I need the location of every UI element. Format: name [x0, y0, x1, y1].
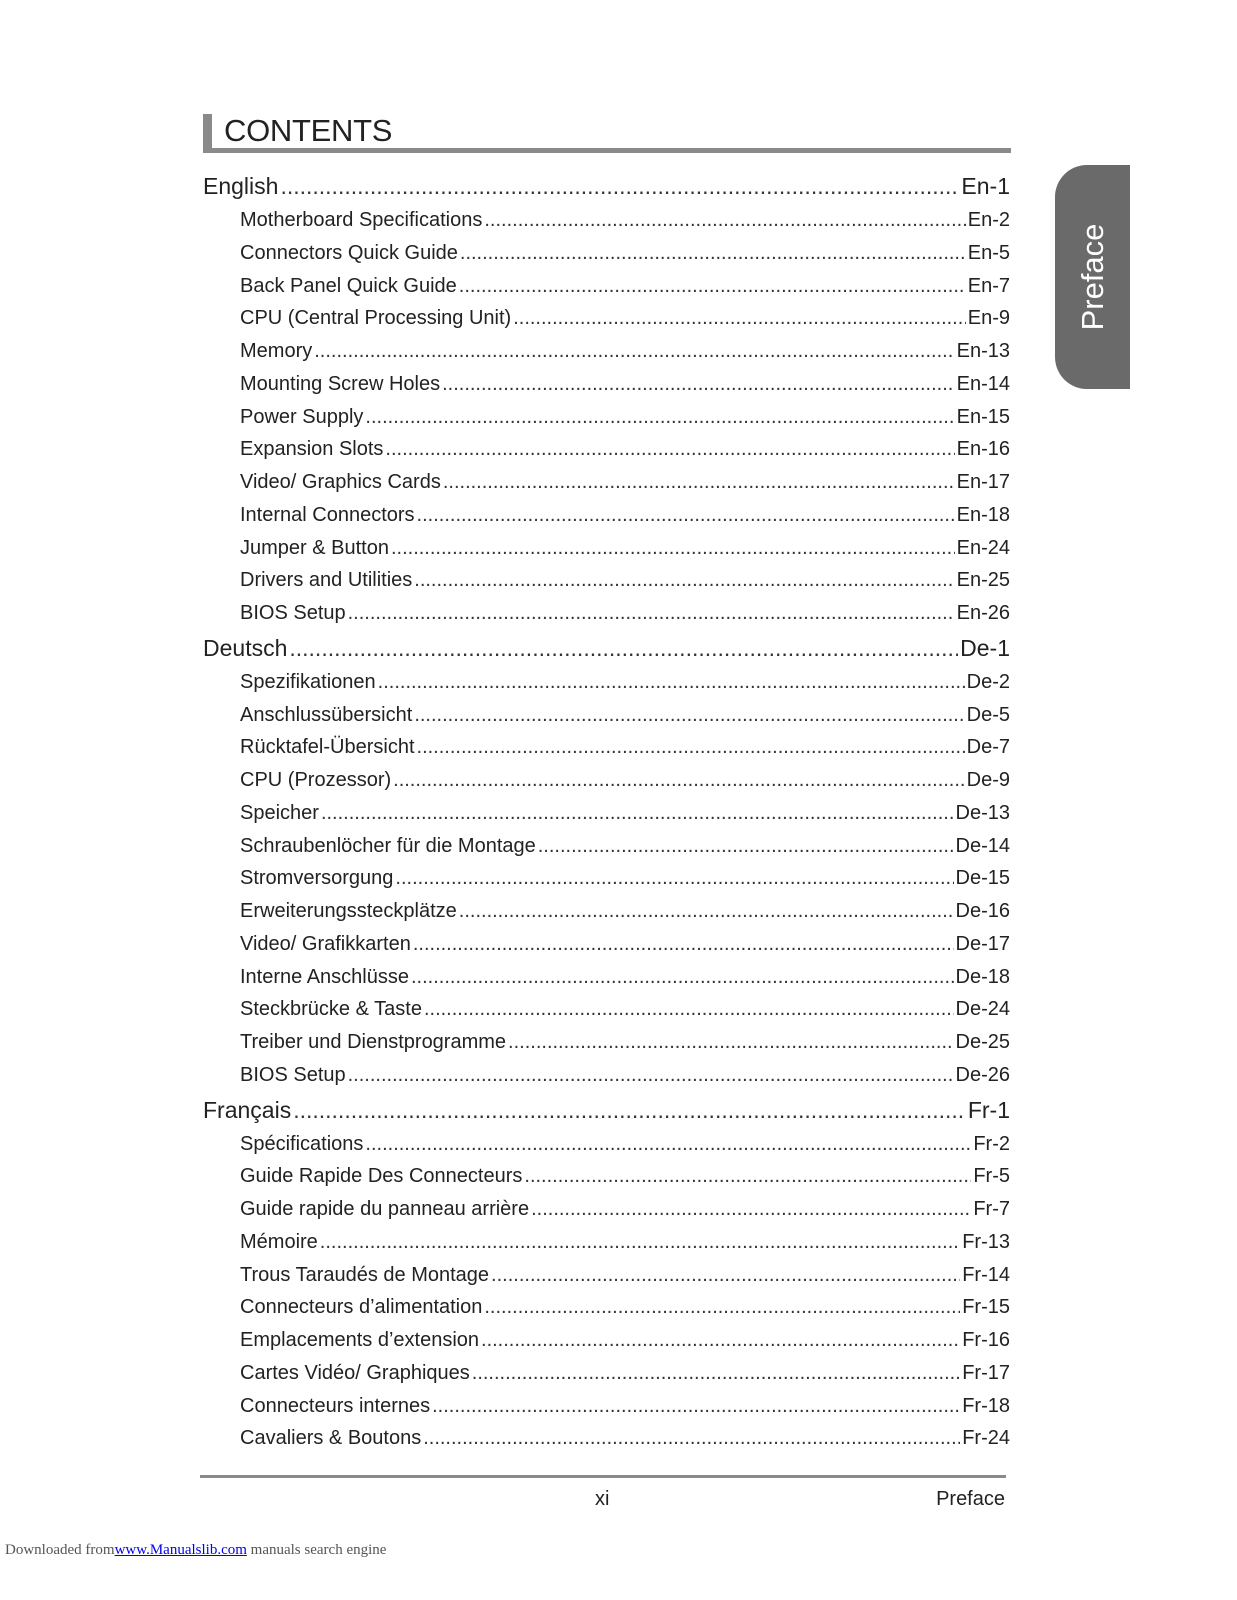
toc-entry[interactable] — [203, 237, 1010, 270]
toc-label: Internal Connectors — [240, 503, 415, 526]
toc-label: Mounting Screw Holes — [240, 372, 441, 395]
toc-entry[interactable] — [203, 1128, 1010, 1161]
toc-dot-leader — [289, 630, 958, 666]
toc-page-number: En-14 — [956, 372, 1010, 395]
toc-page-number: En-7 — [967, 274, 1010, 297]
toc-page-number: En-16 — [956, 438, 1010, 461]
toc-dot-leader — [417, 731, 965, 764]
toc-page-number: Fr-15 — [962, 1296, 1010, 1319]
toc-page-number: De-5 — [966, 703, 1010, 726]
toc-dot-leader — [459, 895, 954, 928]
toc-page-number: Fr-2 — [973, 1132, 1010, 1155]
toc-dot-leader — [413, 928, 954, 961]
toc-entry[interactable] — [203, 1226, 1010, 1259]
toc-dot-leader — [417, 499, 955, 532]
toc-page-number: De-9 — [966, 769, 1010, 791]
toc-entry[interactable] — [203, 1324, 1010, 1357]
toc-page-number: En-15 — [956, 405, 1010, 428]
toc-page-number: De-25 — [955, 1031, 1010, 1053]
toc-dot-leader — [414, 564, 954, 597]
toc-entry[interactable] — [203, 532, 1010, 565]
toc-label: Guide Rapide Des Connecteurs — [240, 1165, 523, 1188]
toc-dot-leader — [348, 1059, 954, 1092]
toc-dot-leader — [314, 335, 954, 368]
toc-label: Connecteurs internes — [240, 1394, 431, 1417]
toc-entry[interactable] — [203, 466, 1010, 499]
toc-dot-leader — [293, 1092, 966, 1128]
toc-dot-leader — [424, 993, 954, 1026]
toc-page-number: De-2 — [966, 670, 1010, 693]
toc-entry[interactable] — [203, 1160, 1010, 1193]
toc-dot-leader — [491, 1259, 960, 1292]
toc-label: Cartes Vidéo/ Graphiques — [240, 1361, 470, 1384]
toc-entry[interactable] — [203, 699, 1010, 732]
toc-label: CPU (Prozessor) — [240, 769, 392, 791]
toc-label: Drivers and Utilities — [240, 569, 413, 592]
toc-entry[interactable] — [203, 204, 1010, 237]
toc-entry[interactable] — [203, 1291, 1010, 1324]
toc-page-number: De-7 — [966, 736, 1010, 759]
toc-label: Spezifikationen — [240, 670, 376, 693]
toc-entry[interactable] — [203, 1422, 1010, 1455]
toc-dot-leader — [423, 1422, 960, 1455]
toc-page-number: De-14 — [955, 834, 1010, 857]
toc-dot-leader — [378, 666, 965, 699]
toc-entry[interactable] — [203, 368, 1010, 401]
toc-page-number: En-9 — [967, 307, 1010, 330]
toc-page-number: Fr-16 — [962, 1329, 1010, 1351]
toc-dot-leader — [411, 961, 954, 994]
title-accent-bar — [203, 114, 212, 150]
title-underline — [203, 148, 1011, 153]
toc-page-number: De-1 — [960, 634, 1010, 661]
toc-page-number: Fr-1 — [967, 1096, 1010, 1123]
toc-entry[interactable] — [203, 961, 1010, 994]
toc-page-number: De-26 — [955, 1063, 1010, 1086]
toc-dot-leader — [385, 433, 954, 466]
toc-page-number: De-13 — [955, 801, 1010, 824]
toc-label: Video/ Graphics Cards — [240, 471, 441, 493]
toc-page-number: Fr-17 — [962, 1361, 1010, 1384]
download-note-prefix: Downloaded from — [5, 1542, 115, 1558]
toc-entry[interactable] — [203, 270, 1010, 303]
toc-dot-leader — [443, 466, 955, 499]
toc-page-number: Fr-7 — [973, 1198, 1010, 1220]
toc-entry[interactable] — [203, 1259, 1010, 1292]
toc-label: Interne Anschlüsse — [240, 965, 409, 988]
toc-label: Anschlussübersicht — [240, 703, 413, 726]
toc-label: Erweiterungssteckplätze — [240, 900, 457, 922]
download-note-suffix: manuals search engine — [250, 1542, 387, 1558]
toc-entry[interactable] — [203, 433, 1010, 466]
toc-entry[interactable] — [203, 862, 1010, 895]
toc-page-number: Fr-5 — [973, 1165, 1010, 1188]
toc-label: Français — [203, 1096, 292, 1123]
toc-entry[interactable] — [203, 1026, 1010, 1059]
toc-entry[interactable] — [203, 764, 1010, 797]
toc-label: Expansion Slots — [240, 438, 384, 461]
toc-dot-leader — [320, 1226, 960, 1259]
toc-entry[interactable] — [203, 302, 1010, 335]
toc-page-number: En-5 — [967, 241, 1010, 264]
toc-label: Video/ Grafikkarten — [240, 932, 411, 955]
table-of-contents — [203, 168, 1010, 1455]
toc-section[interactable] — [203, 1092, 1010, 1128]
toc-section[interactable] — [203, 630, 1010, 666]
footer-section-name: Preface — [936, 1488, 1005, 1510]
toc-label: Connecteurs d’alimentation — [240, 1296, 483, 1319]
toc-label: Cavaliers & Boutons — [240, 1427, 422, 1450]
toc-entry[interactable] — [203, 1193, 1010, 1226]
toc-page-number: Fr-18 — [962, 1394, 1010, 1417]
toc-entry[interactable] — [203, 928, 1010, 961]
toc-dot-leader — [442, 368, 955, 401]
side-tab — [1055, 165, 1130, 389]
toc-entry[interactable] — [203, 1390, 1010, 1423]
toc-label: Deutsch — [203, 634, 288, 661]
toc-label: Trous Taraudés de Montage — [240, 1263, 490, 1286]
toc-label: Memory — [240, 340, 313, 362]
toc-label: Steckbrücke & Taste — [240, 998, 422, 1021]
toc-label: Rücktafel-Übersicht — [240, 736, 415, 759]
toc-dot-leader — [460, 237, 966, 270]
toc-page-number: En-26 — [956, 602, 1010, 624]
toc-entry[interactable] — [203, 666, 1010, 699]
toc-label: Power Supply — [240, 405, 364, 428]
toc-page-number: Fr-14 — [962, 1263, 1010, 1286]
toc-dot-leader — [432, 1390, 960, 1423]
toc-dot-leader — [414, 699, 964, 732]
toc-page-number: De-15 — [955, 867, 1010, 890]
toc-label: Back Panel Quick Guide — [240, 274, 457, 297]
toc-page-number: De-18 — [955, 965, 1010, 988]
toc-dot-leader — [472, 1357, 960, 1390]
toc-label: Guide rapide du panneau arrière — [240, 1198, 530, 1220]
toc-dot-leader — [280, 168, 959, 204]
toc-entry[interactable] — [203, 335, 1010, 368]
toc-label: Motherboard Specifications — [240, 209, 483, 231]
toc-dot-leader — [524, 1160, 971, 1193]
toc-label: Treiber und Dienstprogramme — [240, 1031, 507, 1053]
toc-label: Speicher — [240, 801, 319, 824]
toc-entry[interactable] — [203, 499, 1010, 532]
toc-dot-leader — [484, 204, 965, 237]
download-note — [5, 1542, 386, 1559]
toc-dot-leader — [481, 1324, 960, 1357]
toc-page-number: En-18 — [956, 503, 1010, 526]
toc-label: BIOS Setup — [240, 602, 346, 624]
contents-header — [203, 112, 1011, 154]
toc-page-number: En-1 — [961, 173, 1010, 199]
toc-page-number: De-17 — [955, 932, 1010, 955]
toc-page-number: En-2 — [967, 209, 1010, 231]
toc-entry[interactable] — [203, 830, 1010, 863]
toc-dot-leader — [348, 597, 955, 630]
toc-dot-leader — [538, 830, 954, 863]
toc-entry[interactable] — [203, 731, 1010, 764]
toc-dot-leader — [531, 1193, 971, 1226]
toc-dot-leader — [459, 270, 966, 303]
manualslib-link[interactable]: www.Manualslib.com — [114, 1542, 247, 1558]
toc-label: Stromversorgung — [240, 867, 394, 890]
toc-page-number: En-24 — [956, 536, 1010, 559]
toc-entry[interactable] — [203, 401, 1010, 434]
toc-page-number: En-17 — [956, 471, 1010, 493]
toc-page-number: En-13 — [956, 340, 1010, 362]
page-title: CONTENTS — [224, 113, 393, 148]
toc-entry[interactable] — [203, 993, 1010, 1026]
toc-dot-leader — [365, 401, 954, 434]
toc-page-number: En-25 — [956, 569, 1010, 592]
toc-label: Spécifications — [240, 1132, 364, 1155]
toc-label: BIOS Setup — [240, 1063, 346, 1086]
toc-entry[interactable] — [203, 797, 1010, 830]
toc-entry[interactable] — [203, 1357, 1010, 1390]
toc-entry[interactable] — [203, 1059, 1010, 1092]
toc-dot-leader — [508, 1026, 953, 1059]
toc-dot-leader — [365, 1128, 971, 1161]
toc-section[interactable] — [203, 168, 1010, 204]
footer-rule — [200, 1475, 1006, 1478]
toc-dot-leader — [513, 302, 966, 335]
toc-label: Schraubenlöcher für die Montage — [240, 834, 536, 857]
side-tab-label: Preface — [1074, 223, 1110, 331]
toc-label: Connectors Quick Guide — [240, 241, 458, 264]
toc-dot-leader — [391, 532, 955, 565]
toc-page-number: Fr-13 — [962, 1230, 1010, 1253]
toc-label: Emplacements d’extension — [240, 1329, 480, 1351]
toc-dot-leader — [321, 797, 954, 830]
toc-dot-leader — [395, 862, 953, 895]
toc-page-number: De-16 — [955, 900, 1010, 922]
toc-page-number: Fr-24 — [962, 1427, 1010, 1450]
toc-entry[interactable] — [203, 895, 1010, 928]
toc-label: Jumper & Button — [240, 536, 389, 559]
toc-entry[interactable] — [203, 597, 1010, 630]
toc-page-number: De-24 — [955, 998, 1010, 1021]
toc-dot-leader — [484, 1291, 960, 1324]
footer-page-number: xi — [595, 1488, 610, 1510]
toc-label: CPU (Central Processing Unit) — [240, 307, 512, 330]
toc-label: English — [203, 173, 279, 199]
toc-label: Mémoire — [240, 1230, 318, 1253]
toc-entry[interactable] — [203, 564, 1010, 597]
toc-dot-leader — [393, 764, 965, 797]
